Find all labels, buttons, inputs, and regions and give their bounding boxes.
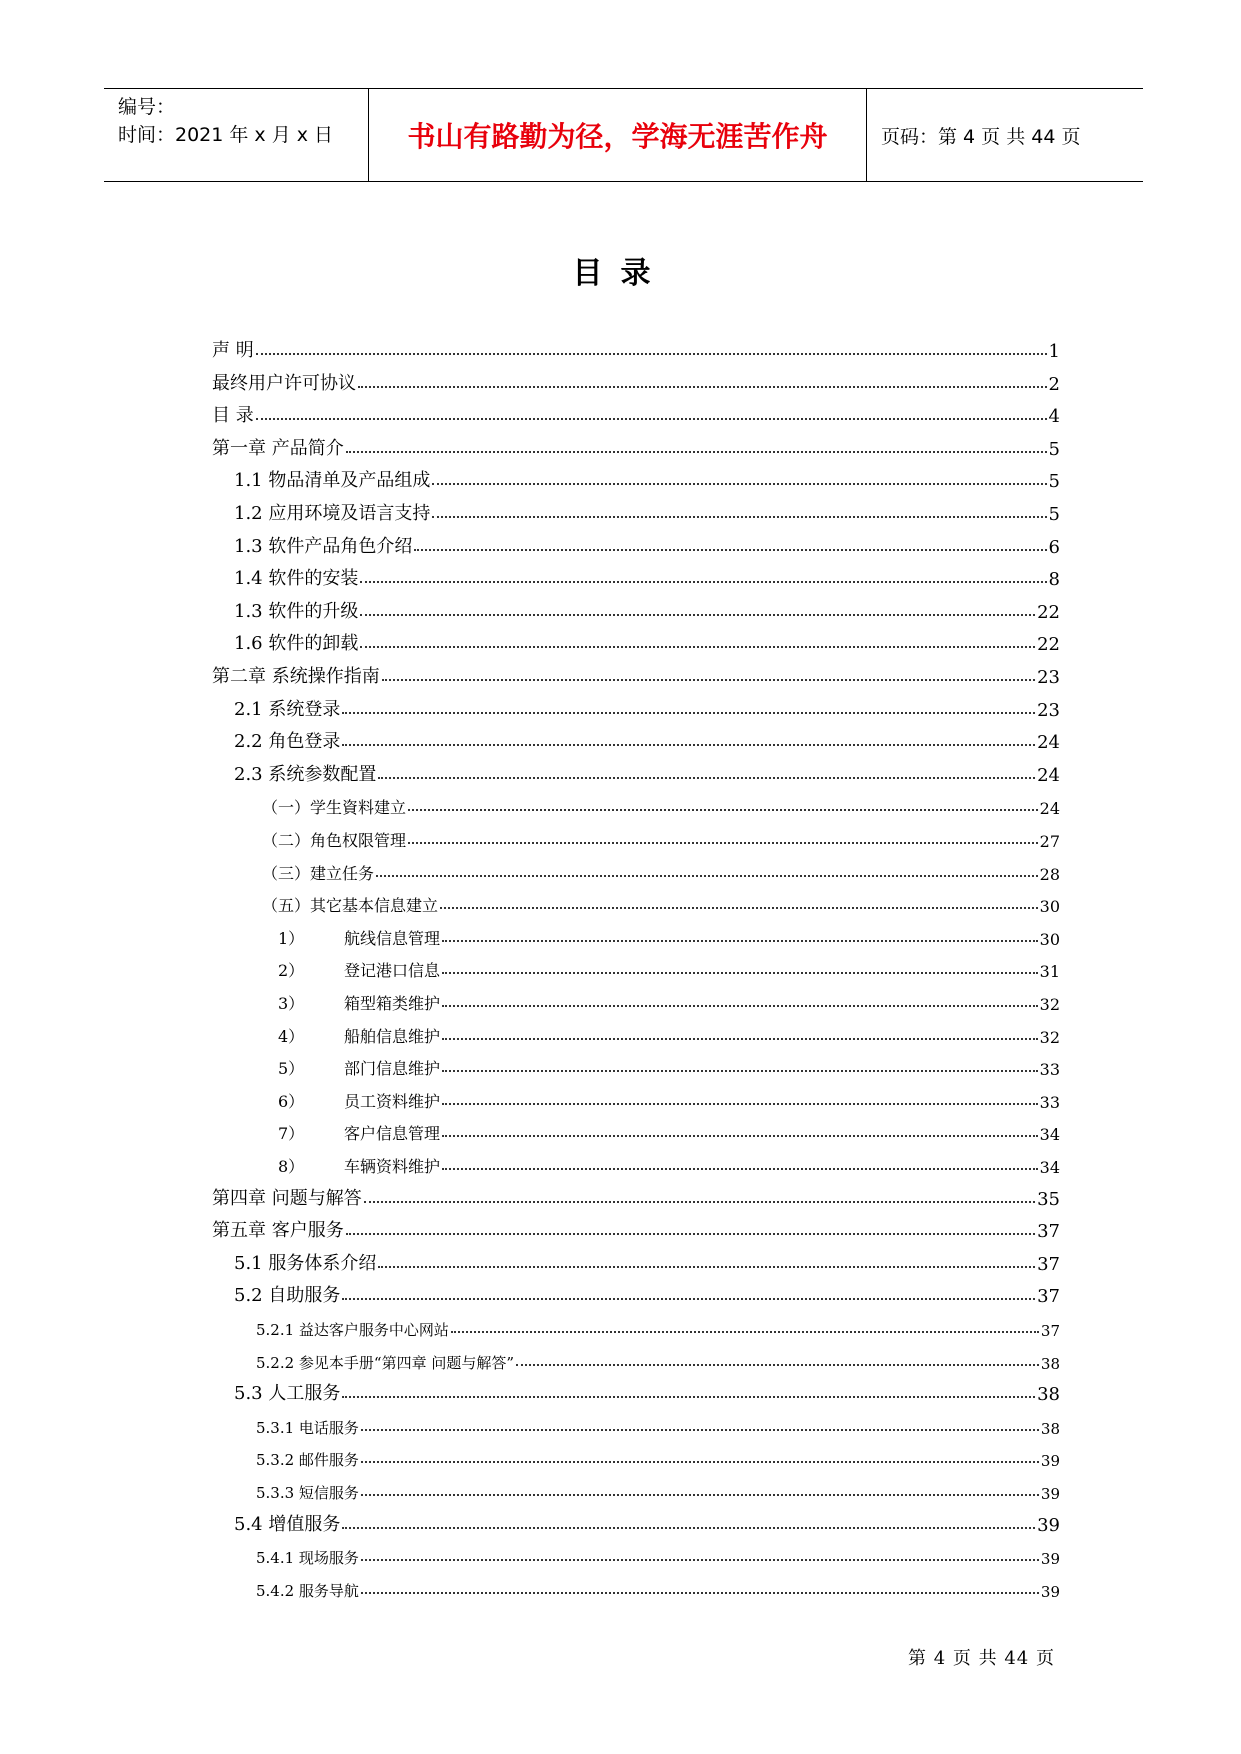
toc-entry[interactable]: [212, 1019, 1060, 1047]
toc-entry-label: 第一章 产品简介: [212, 437, 344, 459]
toc-entry-page: 39: [1040, 1452, 1060, 1471]
toc-leader-dots: [442, 1168, 1038, 1170]
toc-entry-page: 38: [1040, 1354, 1060, 1373]
toc-entry-page: 28: [1039, 864, 1060, 884]
toc-entry-label: 1.3 软件的升级: [234, 600, 359, 622]
toc-entry-label: 目 录: [212, 405, 254, 427]
toc-entry-page: 1: [1048, 341, 1060, 362]
toc-entry[interactable]: [212, 367, 1060, 395]
toc-entry-label: （五）其它基本信息建立: [262, 896, 439, 916]
toc-entry-page: 22: [1037, 601, 1060, 623]
toc-leader-dots: [516, 1364, 1039, 1366]
toc-entry-page: 8: [1048, 569, 1060, 591]
toc-entry-page: 6: [1048, 536, 1060, 558]
toc-entry[interactable]: [212, 1312, 1060, 1340]
toc-leader-dots: [361, 1494, 1039, 1496]
toc-leader-dots: [358, 386, 1047, 388]
toc-entry-page: 5: [1048, 471, 1060, 493]
toc-leader-dots: [432, 483, 1046, 485]
toc-entry-page: 32: [1039, 1027, 1060, 1047]
toc-entry-page: 30: [1039, 929, 1060, 949]
toc-entry-page: 23: [1037, 667, 1060, 688]
toc-leader-dots: [256, 418, 1047, 420]
toc-entry[interactable]: [212, 1377, 1060, 1405]
toc-entry-label: 第四章 问题与解答: [212, 1187, 362, 1209]
toc-leader-dots: [361, 1592, 1039, 1594]
toc-entry-page: 34: [1039, 1158, 1060, 1177]
toc-entry[interactable]: [212, 464, 1060, 492]
toc-entry-page: 30: [1039, 897, 1060, 917]
toc-leader-dots: [342, 744, 1035, 746]
toc-leader-dots: [256, 353, 1047, 355]
toc-entry-label: 5.4.1 现场服务: [256, 1549, 359, 1568]
toc-entry-page: 39: [1037, 1514, 1060, 1536]
toc-entry-number: 8）: [278, 1157, 305, 1176]
toc-entry-label: 2.3 系统参数配置: [234, 763, 377, 785]
page-title: 目录: [572, 256, 669, 291]
toc-entry-label: [278, 991, 440, 1014]
toc-leader-dots: [442, 1103, 1038, 1105]
toc-entry-page: 22: [1037, 634, 1060, 656]
toc-entry[interactable]: [212, 595, 1060, 623]
toc-entry-label: 5.4.2 服务导航: [256, 1581, 359, 1600]
toc-entry[interactable]: [212, 725, 1060, 753]
toc-entry[interactable]: [212, 627, 1060, 655]
toc-entry-page: 38: [1040, 1419, 1060, 1438]
toc-entry[interactable]: [212, 693, 1060, 721]
toc-entry-page: 24: [1039, 799, 1060, 819]
toc-entry-page: 39: [1040, 1485, 1060, 1503]
toc-entry[interactable]: [212, 790, 1060, 818]
toc-entry[interactable]: [212, 1084, 1060, 1112]
toc-entry-label: 第二章 系统操作指南: [212, 666, 380, 687]
toc-leader-dots: [342, 1298, 1035, 1300]
toc-leader-dots: [378, 777, 1035, 779]
toc-leader-dots: [442, 1038, 1038, 1040]
toc-entry[interactable]: [212, 1279, 1060, 1307]
toc-entry-label: [278, 1024, 440, 1047]
toc-leader-dots: [442, 972, 1038, 974]
document-number: 编号：: [118, 96, 176, 118]
toc-entry-page: 33: [1039, 1092, 1060, 1112]
toc-entry-number: 7）: [278, 1124, 305, 1144]
toc-entry-label: 声 明: [212, 340, 254, 361]
toc-entry-page: 37: [1037, 1286, 1060, 1308]
toc-entry-label: 1.1 物品清单及产品组成: [234, 470, 431, 492]
toc-leader-dots: [361, 1429, 1039, 1431]
toc-entry-label: 1.4 软件的安装: [234, 568, 359, 590]
toc-entry[interactable]: [212, 888, 1060, 916]
toc-entry-number: 4）: [278, 1026, 305, 1046]
toc-entry-label: 5.3 人工服务: [234, 1383, 341, 1405]
toc-entry-page: 31: [1039, 962, 1060, 982]
toc-leader-dots: [408, 842, 1038, 844]
toc-entry[interactable]: [212, 1247, 1060, 1275]
toc-leader-dots: [360, 614, 1035, 616]
toc-leader-dots: [361, 1461, 1039, 1463]
toc-entry[interactable]: [212, 856, 1060, 884]
toc-entry-page: 24: [1037, 764, 1060, 786]
toc-entry-label: 2.1 系统登录: [234, 698, 341, 720]
toc-leader-dots: [440, 907, 1038, 909]
toc-leader-dots: [451, 1331, 1039, 1333]
toc-leader-dots: [376, 875, 1038, 877]
toc-entry-text: 车辆资料维护: [344, 1157, 441, 1176]
toc-entry-text: 登记港口信息: [344, 961, 441, 981]
toc-entry-number: 5）: [278, 1059, 305, 1079]
toc-entry[interactable]: [212, 1573, 1060, 1601]
toc-entry-page: 37: [1037, 1253, 1060, 1275]
toc-leader-dots: [346, 451, 1047, 453]
toc-entry-page: 32: [1039, 995, 1060, 1014]
toc-leader-dots: [382, 679, 1035, 681]
toc-entry[interactable]: [212, 399, 1060, 427]
toc-entry-label: 1.6 软件的卸载: [234, 633, 359, 655]
toc-entry-label: 5.3.2 邮件服务: [256, 1451, 359, 1470]
toc-entry-label: （二）角色权限管理: [262, 831, 407, 850]
toc-leader-dots: [342, 712, 1035, 714]
toc-entry-label: 第五章 客户服务: [212, 1220, 344, 1242]
toc-entry-page: 37: [1037, 1221, 1060, 1243]
toc-entry[interactable]: [212, 497, 1060, 525]
toc-entry-label: 1.2 应用环境及语言支持: [234, 503, 431, 524]
toc-entry-label: [278, 1121, 440, 1144]
toc-entry[interactable]: [212, 921, 1060, 949]
toc-entry[interactable]: [212, 562, 1060, 590]
toc-entry-page: 23: [1037, 699, 1060, 721]
toc-entry-text: 员工资料维护: [344, 1091, 441, 1111]
toc-entry-page: 37: [1040, 1322, 1060, 1340]
toc-entry[interactable]: [212, 1475, 1060, 1503]
toc-entry-page: 5: [1048, 504, 1060, 525]
toc-entry[interactable]: [212, 1149, 1060, 1177]
toc-entry[interactable]: [212, 1116, 1060, 1144]
toc-leader-dots: [442, 940, 1038, 942]
toc-entry[interactable]: [212, 953, 1060, 981]
toc-leader-dots: [442, 1070, 1038, 1072]
toc-entry[interactable]: [212, 1182, 1060, 1210]
toc-entry[interactable]: [212, 1214, 1060, 1242]
toc-entry-number: 1）: [278, 928, 305, 948]
toc-entry[interactable]: [212, 660, 1060, 688]
toc-entry-text: 部门信息维护: [344, 1059, 441, 1079]
toc-leader-dots: [414, 549, 1046, 551]
toc-entry-label: 5.1 服务体系介绍: [234, 1252, 377, 1274]
toc-entry-label: 5.4 增值服务: [234, 1513, 341, 1535]
page-header: [104, 88, 1143, 182]
toc-entry-text: 航线信息管理: [344, 928, 441, 948]
toc-entry-label: 2.2 角色登录: [234, 731, 341, 753]
toc-entry-label: 5.2 自助服务: [234, 1285, 341, 1307]
toc-entry-page: 2: [1048, 373, 1060, 395]
header-meta: [104, 89, 369, 181]
page-footer: 第 4 页 共 44 页: [908, 1648, 1055, 1669]
header-page-info: 页码：第 4 页 共 44 页: [881, 125, 1081, 148]
toc-entry[interactable]: [212, 334, 1060, 362]
toc-entry-page: 4: [1048, 406, 1060, 428]
toc-entry-label: 5.2.1 益达客户服务中心网站: [256, 1321, 449, 1339]
toc-leader-dots: [432, 516, 1046, 518]
toc-entry-number: 2）: [278, 961, 305, 981]
toc-entry-page: 27: [1039, 832, 1060, 851]
toc-entry[interactable]: [212, 758, 1060, 786]
toc-entry-page: 39: [1040, 1582, 1060, 1601]
toc-entry[interactable]: [212, 1508, 1060, 1536]
toc-leader-dots: [442, 1005, 1038, 1007]
toc-entry-label: 5.3.1 电话服务: [256, 1418, 359, 1437]
toc-entry[interactable]: [212, 986, 1060, 1014]
toc-entry-page: 24: [1037, 732, 1060, 754]
toc-entry[interactable]: [212, 432, 1060, 460]
toc-leader-dots: [342, 1527, 1035, 1529]
toc-entry-label: 最终用户许可协议: [212, 372, 356, 394]
toc-entry-page: 39: [1040, 1550, 1060, 1569]
toc-leader-dots: [364, 1201, 1035, 1203]
toc-entry-number: 6）: [278, 1091, 305, 1111]
toc-entry-label: [278, 1089, 440, 1112]
toc-entry-label: [278, 1154, 440, 1177]
toc-leader-dots: [361, 1559, 1039, 1561]
toc-entry[interactable]: [212, 1410, 1060, 1438]
toc-entry-label: （三）建立任务: [262, 863, 375, 883]
toc-leader-dots: [346, 1233, 1035, 1235]
toc-entry-number: 3）: [278, 994, 305, 1013]
toc-leader-dots: [360, 581, 1046, 583]
toc-entry-text: 客户信息管理: [344, 1124, 441, 1144]
toc-leader-dots: [360, 646, 1035, 648]
document-date: 时间：2021 年 x 月 x 日: [118, 124, 334, 146]
toc-entry-page: 5: [1048, 438, 1060, 460]
toc-entry[interactable]: [212, 1442, 1060, 1470]
toc-leader-dots: [442, 1135, 1038, 1137]
toc-entry-page: 38: [1037, 1384, 1060, 1406]
toc-entry-label: [278, 958, 440, 981]
toc-entry-text: 船舶信息维护: [344, 1026, 441, 1046]
toc-entry[interactable]: [212, 1051, 1060, 1079]
toc-entry-label: 5.2.2 参见本手册“第四章 问题与解答”: [256, 1353, 515, 1372]
toc-entry-text: 箱型箱类维护: [344, 994, 441, 1013]
toc-leader-dots: [408, 809, 1038, 811]
toc-entry-label: [278, 926, 440, 949]
toc-leader-dots: [378, 1266, 1035, 1268]
toc-entry[interactable]: [212, 1540, 1060, 1568]
toc-entry-page: 35: [1037, 1188, 1060, 1210]
toc-entry-page: 33: [1039, 1060, 1060, 1080]
header-motto: 书山有路勤为径，学海无涯苦作舟: [369, 89, 867, 181]
toc-entry-label: 1.3 软件产品角色介绍: [234, 535, 413, 557]
toc-entry[interactable]: [212, 823, 1060, 851]
toc-entry-page: 34: [1039, 1125, 1060, 1145]
toc-entry-label: 5.3.3 短信服务: [256, 1484, 359, 1502]
toc-entry-label: [278, 1056, 440, 1079]
toc-entry-label: （一）学生資料建立: [262, 798, 407, 818]
toc-leader-dots: [342, 1396, 1035, 1398]
toc-entry[interactable]: [212, 530, 1060, 558]
toc-entry[interactable]: [212, 1345, 1060, 1373]
